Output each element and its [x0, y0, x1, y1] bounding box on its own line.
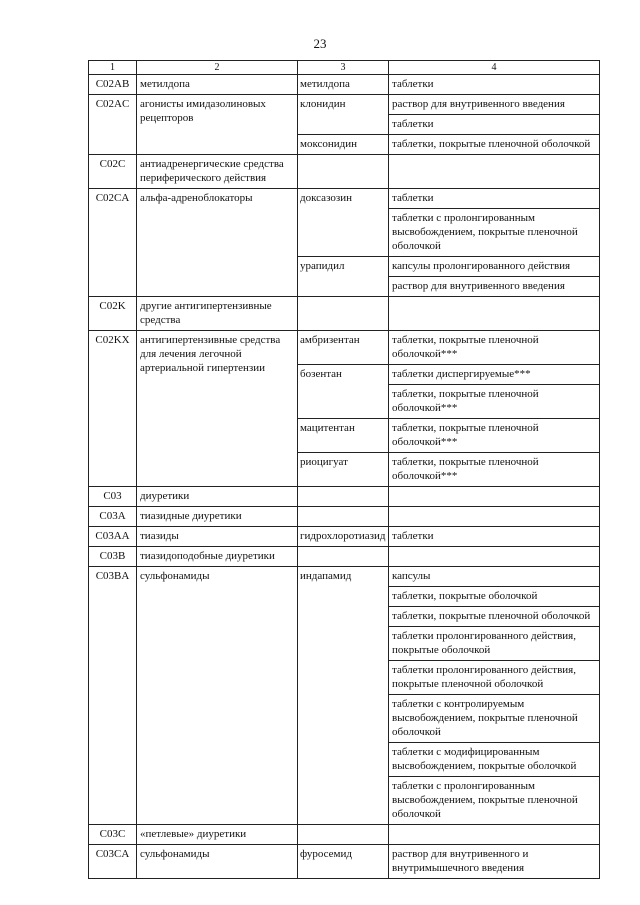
form-cell: капсулы пролонгированного действия: [389, 257, 600, 277]
drug-cell: доксазозин: [298, 189, 389, 257]
column-header: 1: [89, 61, 137, 75]
group-cell: метилдопа: [137, 75, 298, 95]
drug-cell: урапидил: [298, 257, 389, 297]
atc-code-cell: C02AB: [89, 75, 137, 95]
form-cell: таблетки, покрытые пленочной оболочкой: [389, 607, 600, 627]
form-cell: таблетки: [389, 115, 600, 135]
form-cell: таблетки, покрытые пленочной оболочкой***: [389, 419, 600, 453]
group-cell: антигипертензивные средства для лечения легочной артериальной гипертензии: [137, 331, 298, 487]
column-header: 4: [389, 61, 600, 75]
atc-code-cell: C02KX: [89, 331, 137, 487]
group-cell: антиадренергические средства периферического действия: [137, 155, 298, 189]
drug-cell: мацитентан: [298, 419, 389, 453]
drug-cell: гидрохлоротиазид: [298, 527, 389, 547]
drug-cell: [298, 487, 389, 507]
drug-cell: моксонидин: [298, 135, 389, 155]
drug-cell: [298, 297, 389, 331]
atc-code-cell: C03CA: [89, 845, 137, 879]
table-row: [89, 75, 600, 95]
form-cell: таблетки: [389, 189, 600, 209]
form-cell: таблетки: [389, 527, 600, 547]
form-cell: таблетки с модифицированным высвобождением, покрытые оболочкой: [389, 743, 600, 777]
form-cell: [389, 297, 600, 331]
form-cell: таблетки: [389, 75, 600, 95]
group-cell: агонисты имидазолиновых рецепторов: [137, 95, 298, 155]
table-row: [89, 487, 600, 507]
group-cell: «петлевые» диуретики: [137, 825, 298, 845]
drug-cell: [298, 825, 389, 845]
form-cell: таблетки с пролонгированным высвобождением, покрытые пленочной оболочкой: [389, 209, 600, 257]
atc-code-cell: C02K: [89, 297, 137, 331]
atc-code-cell: C03BA: [89, 567, 137, 825]
form-cell: [389, 155, 600, 189]
form-cell: раствор для внутривенного введения: [389, 95, 600, 115]
drug-cell: [298, 547, 389, 567]
atc-code-cell: C02CA: [89, 189, 137, 297]
form-cell: капсулы: [389, 567, 600, 587]
table-row: [89, 155, 600, 189]
page-number: 23: [313, 36, 327, 51]
form-cell: [389, 547, 600, 567]
table-row: [89, 527, 600, 547]
drug-cell: клонидин: [298, 95, 389, 135]
form-cell: раствор для внутривенного и внутримышечного введения: [389, 845, 600, 879]
drug-cell: [298, 507, 389, 527]
form-cell: таблетки, покрытые пленочной оболочкой***: [389, 453, 600, 487]
atc-code-cell: C03: [89, 487, 137, 507]
form-cell: таблетки диспергируемые***: [389, 365, 600, 385]
atc-code-cell: C03C: [89, 825, 137, 845]
table-row: [89, 95, 600, 115]
atc-code-cell: C03A: [89, 507, 137, 527]
header-row: [89, 61, 600, 75]
table-row: [89, 331, 600, 365]
drug-cell: амбризентан: [298, 331, 389, 365]
table-row: [89, 507, 600, 527]
group-cell: сульфонамиды: [137, 567, 298, 825]
form-cell: таблетки, покрытые пленочной оболочкой***: [389, 331, 600, 365]
drug-cell: индапамид: [298, 567, 389, 825]
group-cell: тиазидные диуретики: [137, 507, 298, 527]
form-cell: таблетки, покрытые пленочной оболочкой***: [389, 385, 600, 419]
form-cell: раствор для внутривенного введения: [389, 277, 600, 297]
atc-code-cell: C03B: [89, 547, 137, 567]
atc-code-cell: C03AA: [89, 527, 137, 547]
atc-code-cell: C02AC: [89, 95, 137, 155]
form-cell: таблетки с пролонгированным высвобождением, покрытые пленочной оболочкой: [389, 777, 600, 825]
column-header: 2: [137, 61, 298, 75]
group-cell: сульфонамиды: [137, 845, 298, 879]
form-cell: таблетки пролонгированного действия, покрытые пленочной оболочкой: [389, 661, 600, 695]
drug-table: [88, 60, 600, 879]
drug-cell: риоцигуат: [298, 453, 389, 487]
table-row: [89, 845, 600, 879]
form-cell: таблетки, покрытые пленочной оболочкой: [389, 135, 600, 155]
form-cell: [389, 825, 600, 845]
group-cell: тиазидоподобные диуретики: [137, 547, 298, 567]
atc-code-cell: C02C: [89, 155, 137, 189]
table-row: [89, 547, 600, 567]
drug-cell: бозентан: [298, 365, 389, 419]
table-row: [89, 297, 600, 331]
form-cell: таблетки пролонгированного действия, покрытые оболочкой: [389, 627, 600, 661]
form-cell: таблетки, покрытые оболочкой: [389, 587, 600, 607]
drug-cell: фуросемид: [298, 845, 389, 879]
form-cell: таблетки с контролируемым высвобождением, покрытые пленочной оболочкой: [389, 695, 600, 743]
group-cell: другие антигипертензивные средства: [137, 297, 298, 331]
table-row: [89, 567, 600, 587]
form-cell: [389, 487, 600, 507]
drug-cell: [298, 155, 389, 189]
column-header: 3: [298, 61, 389, 75]
group-cell: тиазиды: [137, 527, 298, 547]
table-row: [89, 825, 600, 845]
group-cell: альфа-адреноблокаторы: [137, 189, 298, 297]
drug-cell: метилдопа: [298, 75, 389, 95]
form-cell: [389, 507, 600, 527]
table-row: [89, 189, 600, 209]
group-cell: диуретики: [137, 487, 298, 507]
